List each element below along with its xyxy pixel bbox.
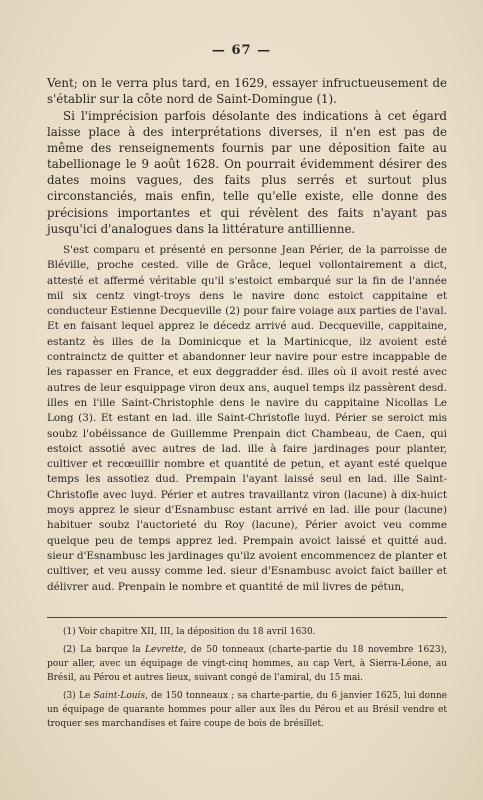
page-number: — 67 —	[211, 43, 272, 58]
footnote-1: (1) Voir chapitre XII, III, la déposition du 18 avril 1630.	[63, 627, 316, 637]
footnote-3-text: , de 150 tonneaux ; sa charte-partie, du 6 janvier 1625, lui donne un équipage de quarante hommes pour aller aux îles du Pérou et au Brésil vendre et troquer ses marchandises et faire coupe de bois de brésillet.	[47, 691, 447, 729]
footnotes	[47, 625, 447, 735]
quoted-deposition: S'est comparu et présenté en personne Jean Périer, de la parroisse de Bléville, proche cested. ville de Grâce, lequel vollontairement a dict, attesté et affermé véritable qu'il s'estoict embarqué sur la fin de l'année mil six centz vingt-troys dens le navire donc estoict cappitaine et conducteur Estienne Decqueville (2) pour faire voiage aux parties de l'aval. Et en faisant lequel apprez le décedz arrivé aud. Decqueville, cappitaine, estantz ès illes de la Dominicque et la Martinicque, ilz avoient esté contrainctz de quitter et abandonner leur navire pour estre incappable de les rapasser en France, et eux deggradder ésd. illes où il avoit resté avec autres de leur esquippage viron deux ans, auquel temps ilz passèrent desd. illes en l'ille Saint-Christophle dens le navire du cappitaine Nicollas Le Long (3). Et estant en lad. ille Saint-Christofle luyd. Périer se seroict mis soubz l'obéissance de Guillemme Prenpain dict Chambeau, de Caen, qui estoict assotié avec autres de lad. ille à faire jardinages pour planter, cultiver et recœuillir nombre et quantité de petun, et ayant esté quelque temps les assotiez dud. Prempain l'ayant laissé seul en lad. ille Saint-Christofle avec luyd. Périer et autres travaillantz viron (lacune) à dix-huict moys apprez le sieur d'Esnambusc estant arrivé en lad. ille pour (lacune) habituer soubz l'auctorieté du Roy (lacune), Périer avoict veu comme quelque peu de temps apprez led. Prempain avoict laissé et quitté aud. sieur d'Esnambusc les jardinages qu'ilz avoient encommencez de planter et cultiver, et veu aussy comme led. sieur d'Esnambusc avoict faict bailler et délivrer aud. Prenpain le nombre et quantité de mil livres de pétun,	[47, 244, 447, 593]
footnote-3	[47, 689, 447, 731]
paragraph-1: Vent; on le verra plus tard, en 1629, essayer infructueusement de s'établir sur la côte nord de Saint-Domingue (1).	[47, 76, 447, 107]
footnote-2-ship-name: Levrette	[145, 645, 184, 655]
footnote-2-prefix: (2) La barque la	[63, 645, 146, 655]
footnote-2	[47, 643, 447, 685]
paragraph-1-container	[47, 75, 447, 107]
paragraph-2: Si l'imprécision parfois désolante des indications à cet égard laisse place à des interprétations diverses, il n'en est pas de même des renseignements fournis par une déposition faite au tabellionage le 9 août 1628. On pourrait évidemment désirer des dates moins vagues, des faits plus serrés et surtout plus circonstanciés, mais enfin, telle qu'elle existe, elle donne des précisions importantes et qui révèlent des faits n'ayant pas jusqu'ici d'analogues dans la littérature antillienne.	[47, 109, 447, 236]
footnote-separator	[47, 617, 447, 618]
footnote-3-ship-name: Saint-Louis	[93, 691, 146, 701]
footnote-3-prefix: (3) Le	[63, 691, 94, 701]
footnote-2-text: , de 50 tonneaux (charte-partie du 18 novembre 1623), pour aller, avec un équipage de vingt-cinq hommes, au cap Vert, à Sierra-Léone, au Brésil, au Pérou et autres lieux, suivant congé de l'amiral, du 15 mai.	[47, 645, 447, 683]
quoted-deposition-container	[47, 243, 447, 595]
paragraph-2-container	[47, 108, 447, 237]
